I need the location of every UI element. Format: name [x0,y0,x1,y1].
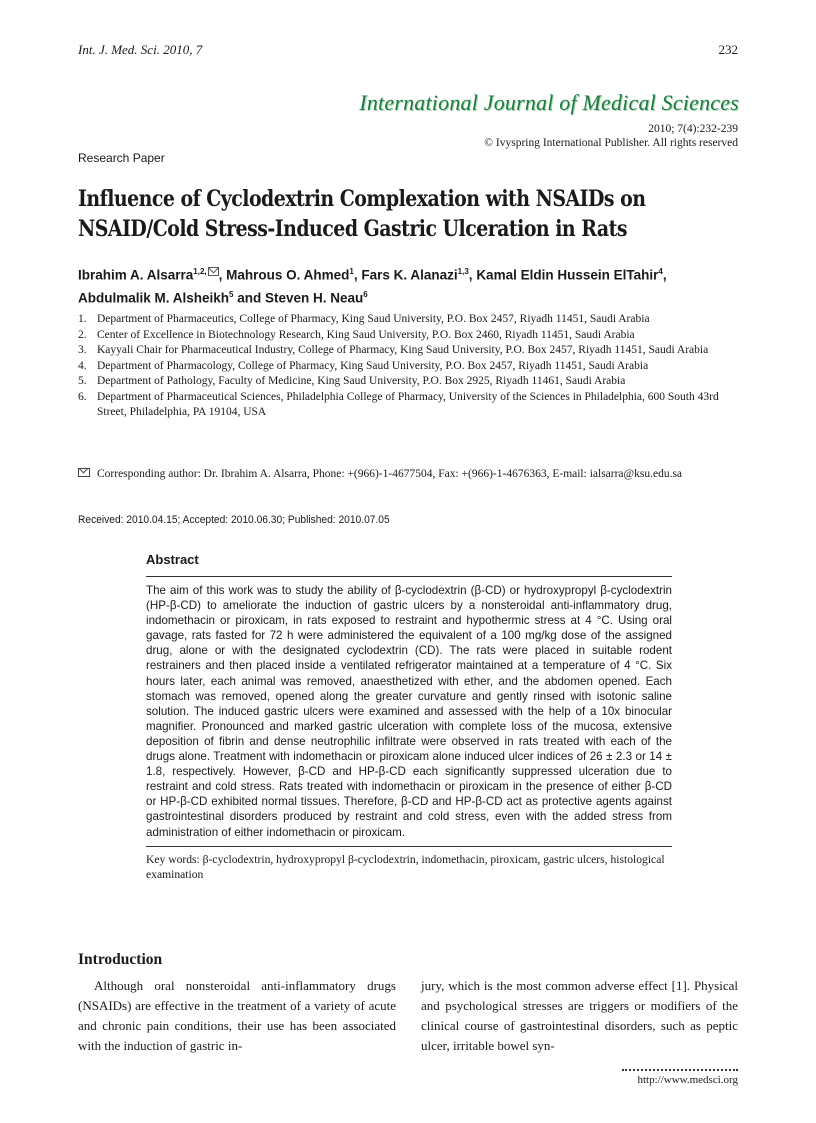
affiliation-item [78,374,738,390]
affiliation-text: Department of Pharmacology, College of Pharmacy, King Saud University, P.O. Box 2457, Riyadh 11451, Saudi Arabia [97,359,649,372]
author-affiliation-marker: 4 [658,267,663,276]
affiliation-text: Department of Pathology, Faculty of Medicine, King Saud University, P.O. Box 2925, Riyadh 11461, Saudi Arabia [97,375,626,387]
article-type: Research Paper [78,151,165,165]
affiliation-item [78,359,738,375]
envelope-icon [78,468,90,477]
author-conjunction: and [233,290,265,305]
section-heading-introduction: Introduction [78,951,163,968]
divider [146,846,672,847]
affiliation-item [78,312,738,328]
affiliation-number: 1. [78,313,87,325]
abstract-heading: Abstract [146,552,199,567]
corresponding-author [78,466,738,482]
article-title: Influence of Cyclodextrin Complexation with NSAIDs on NSAID/Cold Stress-Induced Gastric Ulceration in Rats [78,186,646,242]
body-text-left-column: Although oral nonsteroidal anti-inflammatory drugs (NSAIDs) are effective in the treatment of a variety of acute and chronic pain conditions, their use has been associated with the induction of gastric in- [78,978,396,1053]
journal-name: International Journal of Medical Sciences [359,90,739,115]
affiliation-number: 6. [78,390,87,403]
author-affiliation-marker: 5 [229,289,234,299]
affiliation-number: 2. [78,328,87,341]
page-number: 232 [718,42,738,57]
author-separator: , [218,267,227,283]
author-name: Ibrahim A. Alsarra [78,267,194,283]
divider [146,576,672,577]
footer-divider [622,1069,738,1071]
footer-url-link[interactable]: http://www.medsci.org [637,1074,738,1086]
author-name: Kamal Eldin Hussein ElTahir [476,267,659,283]
citation-line: 2010; 7(4):232-239 [648,123,738,135]
mail-icon [208,267,219,276]
body-text-right-column: jury, which is the most common adverse effect [1]. Physical and psychological stresses are triggers or modifiers of the clinical course of gastrointestinal disorders, such as peptic ulcer, irritable bowel syn- [421,978,738,1053]
author-separator: , [468,267,477,283]
author-affiliation-marker: 6 [363,289,368,299]
author-separator: , [353,267,362,283]
author-affiliation-marker: 1 [349,267,354,276]
author-list [78,262,740,307]
author-name: Abdulmalik M. Alsheikh [78,290,230,305]
affiliation-number: 3. [78,344,87,356]
author-affiliation-marker: 1,3 [457,267,469,276]
author-affiliation-marker: 1,2, [193,267,207,276]
author-name: Steven H. Neau [265,290,364,305]
abstract-text: The aim of this work was to study the ability of β-cyclodextrin (β-CD) or hydroxypropyl β-cyclodextrin (HP-β-CD) to ameliorate the induction of gastric ulcers by a nonsteroidal anti-inflammatory drug, indomethacin or piroxicam, in rats exposed to restraint and hypothermic stress at 4 °C. Using oral gavage, rats fasted for 72 h were administered the equivalent of a 100 mg/kg dose of the assigned drug, alone or with the designated cyclodextrin (CD). The rats were placed in suitable rodent restrainers and then placed inside a ventilated refrigerator maintained at a temperature of 4 °C. Six hours later, each animal was removed, anaesthetized with ether, and the abdomen opened. Each stomach was removed, opened along the greater curvature and gently rinsed with isotonic saline solution. The induced gastric ulcers were examined and assessed with the help of a 10x binocular magnifier. Pronounced and marked gastric ulceration with complete loss of the mucosa, extensive deposition of fibrin and dense neutrophilic infiltrate were observed in rats treated with each of the drugs alone. Treatment with indomethacin or piroxicam alone induced ulcer indices of 26 ± 2.3 or 14 ± 1.8, respectively. However, β-CD and HP-β-CD each significantly suppressed ulceration due to restraint and cold stress. Rats treated with indomethacin or piroxicam in the presence of either β-CD or HP-β-CD exhibited normal tissues. Therefore, β-CD and HP-β-CD act as protective agents against gastrointestinal disorders produced by restraint and cold stress, even with the added stress from administration of either indomethacin or piroxicam. [146,584,672,839]
affiliation-text: Kayyali Chair for Pharmaceutical Industry, College of Pharmacy, King Saud University, P.O. Box 2457, Riyadh 11451, Saudi Arabia [97,344,709,356]
author-separator: , [662,267,667,283]
affiliation-item [78,328,738,344]
affiliation-number: 4. [78,359,87,372]
author-name: Fars K. Alanazi [361,267,458,283]
affiliation-number: 5. [78,375,87,387]
affiliation-text: Center of Excellence in Biotechnology Research, King Saud University, P.O. Box 2460, Riyadh 11451, Saudi Arabia [97,328,635,341]
copyright-line: © Ivyspring International Publisher. All rights reserved [484,137,738,149]
keywords: Key words: β-cyclodextrin, hydroxypropyl β-cyclodextrin, indomethacin, piroxicam, gastric ulcers, histological examination [146,852,665,881]
affiliation-text: Department of Pharmaceutics, College of Pharmacy, King Saud University, P.O. Box 2457, Riyadh 11451, Saudi Arabia [97,313,650,325]
corresponding-author-text: Corresponding author: Dr. Ibrahim A. Alsarra, Phone: +(966)-1-4677504, Fax: +(966)-1-4676363, E-mail: ialsarra@ksu.edu.sa [97,468,683,480]
affiliation-list [78,312,738,421]
affiliation-item [78,343,738,359]
affiliation-item [78,390,738,421]
affiliation-text: Department of Pharmaceutical Sciences, Philadelphia College of Pharmacy, University of the Sciences in Philadelphia, 600 South 43rd Street, Philadelphia, PA 19104, USA [97,390,719,418]
author-name: Mahrous O. Ahmed [226,267,350,283]
article-history: Received: 2010.04.15; Accepted: 2010.06.30; Published: 2010.07.05 [78,514,390,526]
abstract-section [146,552,672,882]
running-head: Int. J. Med. Sci. 2010, 7 [78,42,203,57]
